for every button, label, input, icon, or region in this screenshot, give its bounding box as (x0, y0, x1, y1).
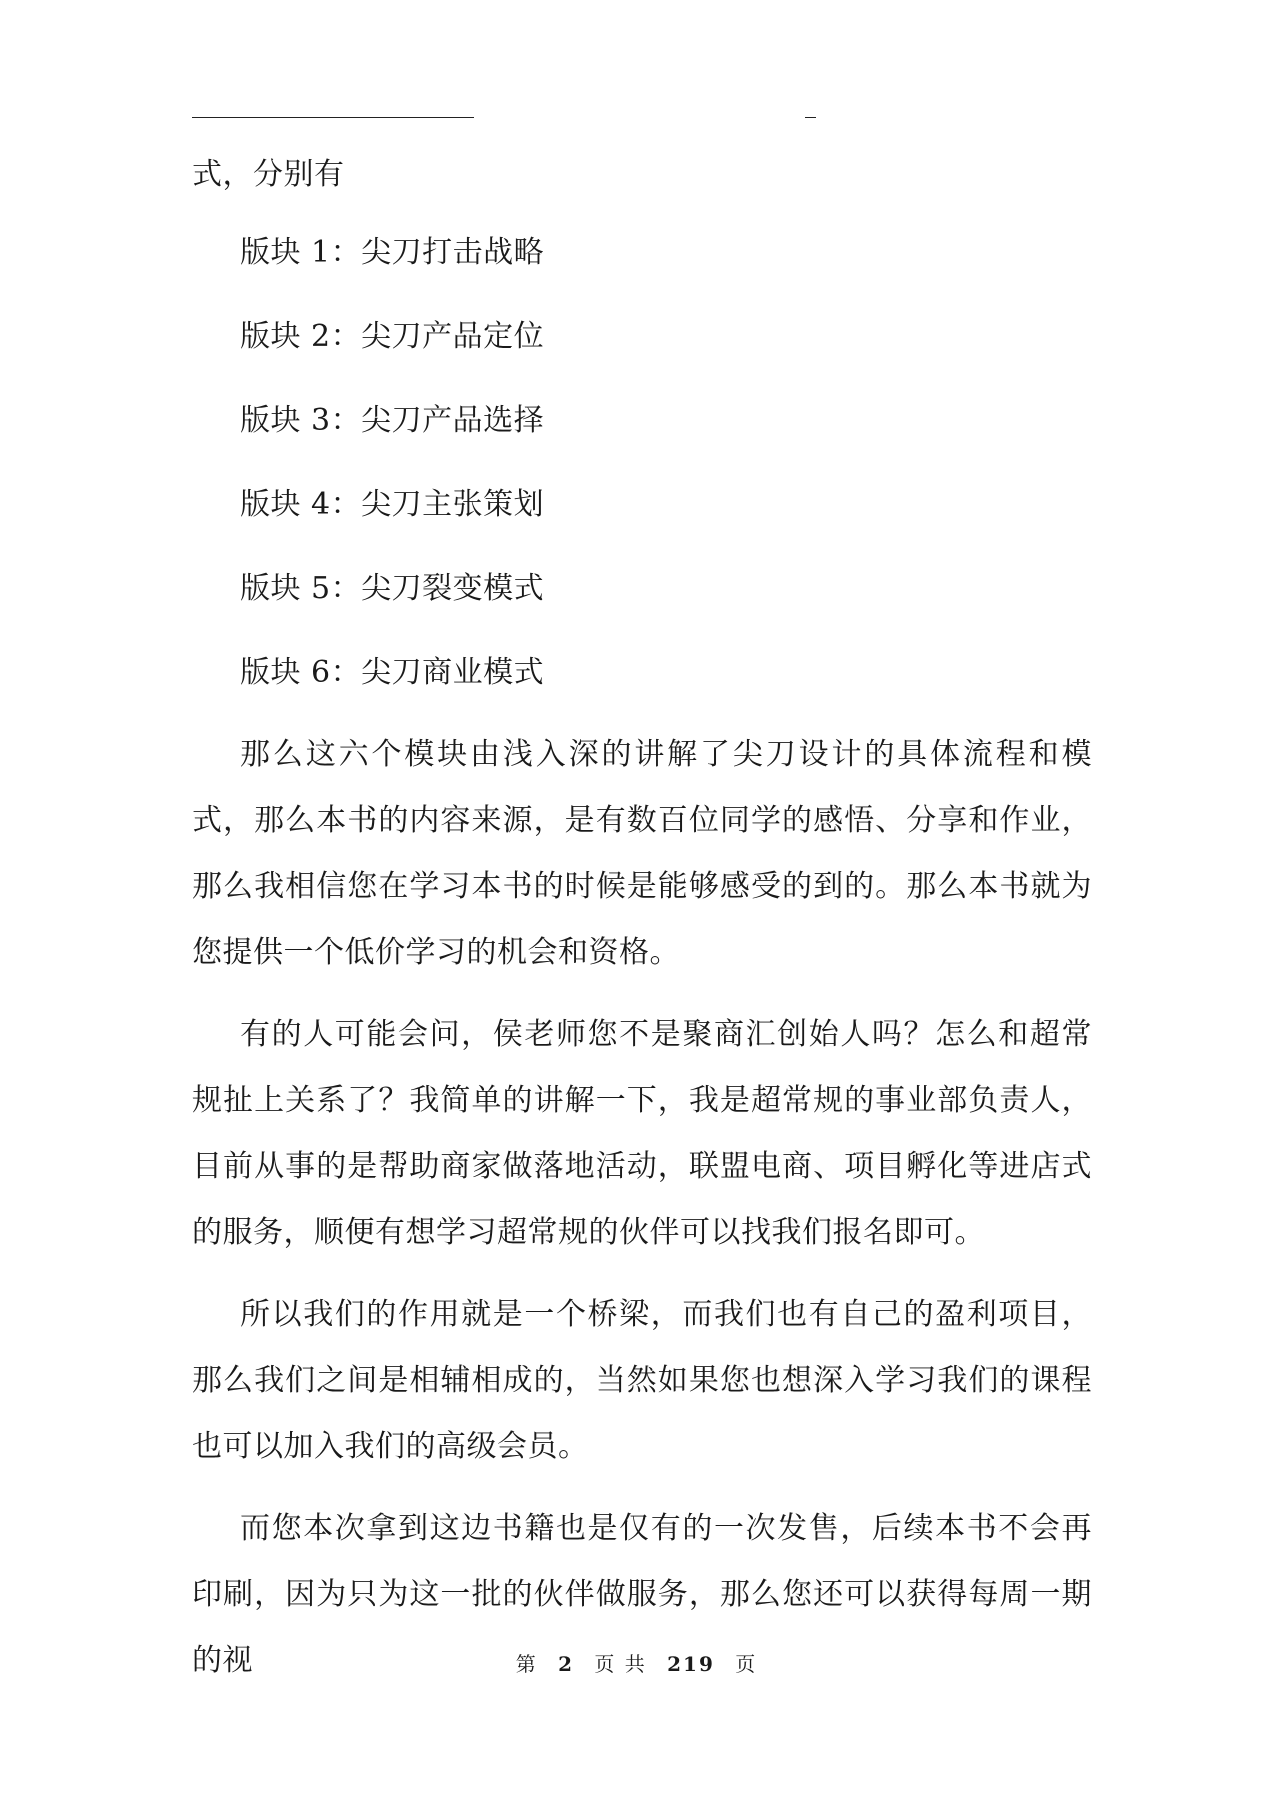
footer-total-pages: 219 (667, 1652, 715, 1676)
header-dash (805, 117, 816, 118)
paragraph-1: 那么这六个模块由浅入深的讲解了尖刀设计的具体流程和模式，那么本书的内容来源，是有数百位同学的感悟、分享和作业，那么我相信您在学习本书的时候是能够感受的到的。那么本书就为您提供一个低价学习的机会和资格。 (192, 737, 1092, 970)
section-item-1: 版块 1：尖刀打击战略 (240, 235, 545, 270)
section-item-5: 版块 5：尖刀裂变模式 (240, 571, 545, 606)
document-body (192, 157, 1092, 1710)
footer-prefix: 第 (515, 1652, 538, 1676)
section-item-2: 版块 2：尖刀产品定位 (240, 319, 545, 354)
page-footer (0, 1648, 1273, 1677)
section-item-4: 版块 4：尖刀主张策划 (240, 487, 545, 522)
continuation-line: 式，分别有 (192, 157, 345, 192)
footer-page-number: 2 (558, 1652, 575, 1676)
header-rule (192, 117, 474, 118)
section-item-6: 版块 6：尖刀商业模式 (240, 655, 545, 690)
footer-mid: 页 共 (594, 1652, 647, 1676)
paragraph-3: 所以我们的作用就是一个桥梁，而我们也有自己的盈利项目，那么我们之间是相辅相成的，当然如果您也想深入学习我们的课程也可以加入我们的高级会员。 (192, 1297, 1092, 1464)
paragraph-2: 有的人可能会问，侯老师您不是聚商汇创始人吗？怎么和超常规扯上关系了？我简单的讲解一下，我是超常规的事业部负责人，目前从事的是帮助商家做落地活动，联盟电商、项目孵化等进店式的服务，顺便有想学习超常规的伙伴可以找我们报名即可。 (192, 1017, 1092, 1250)
footer-suffix: 页 (735, 1652, 758, 1676)
section-item-3: 版块 3：尖刀产品选择 (240, 403, 545, 438)
paragraph-4: 而您本次拿到这边书籍也是仅有的一次发售，后续本书不会再印刷，因为只为这一批的伙伴做服务，那么您还可以获得每周一期的视 (192, 1511, 1092, 1678)
